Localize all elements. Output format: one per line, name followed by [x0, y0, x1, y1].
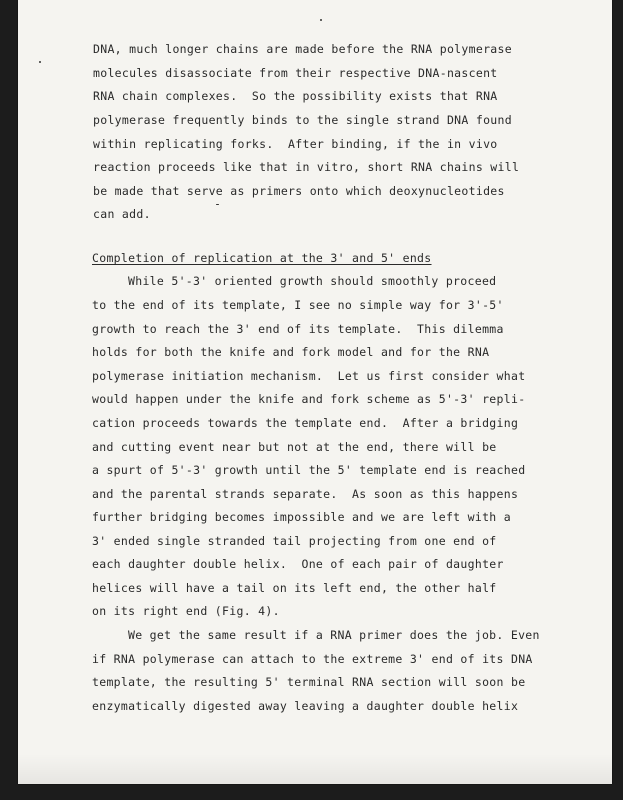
text-line: cation proceeds towards the template end. After a bridging [92, 416, 519, 430]
document-page [18, 0, 612, 784]
text-line: template, the resulting 5' terminal RNA section will soon be [92, 675, 526, 689]
section-heading: Completion of replication at the 3' and 5' ends [92, 251, 432, 265]
text-line: holds for both the knife and fork model and for the RNA [92, 345, 490, 359]
text-line: helices will have a tail on its left end, the other half [92, 581, 497, 595]
scan-speck [320, 19, 322, 21]
text-line: and cutting event near but not at the end, there will be [92, 440, 497, 454]
text-line: would happen under the knife and fork scheme as 5'-3' repli- [92, 392, 526, 406]
text-line: molecules disassociate from their respective DNA-nascent [93, 66, 498, 80]
text-line: on its right end (Fig. 4). [92, 604, 280, 618]
text-line: can add. [93, 207, 151, 221]
scan-speck [216, 204, 219, 205]
text-line: and the parental strands separate. As soon as this happens [92, 487, 519, 501]
scan-speck [39, 61, 41, 63]
text-line: within replicating forks. After binding, if the in vivo [93, 137, 498, 151]
text-line: reaction proceeds like that in vitro, short RNA chains will [93, 160, 520, 174]
text-line: polymerase initiation mechanism. Let us first consider what [92, 369, 526, 383]
text-line: polymerase frequently binds to the single strand DNA found [93, 113, 512, 127]
text-line: DNA, much longer chains are made before the RNA polymerase [93, 42, 512, 56]
text-line: be made that serve as primers onto which deoxynucleotides [93, 184, 505, 198]
text-line: 3' ended single stranded tail projecting from one end of [92, 534, 497, 548]
text-line: growth to reach the 3' end of its template. This dilemma [92, 322, 504, 336]
text-line: to the end of its template, I see no simple way for 3'-5' [92, 298, 504, 312]
text-line: While 5'-3' oriented growth should smoothly proceed [128, 274, 497, 288]
text-line: further bridging becomes impossible and we are left with a [92, 510, 511, 524]
text-line: We get the same result if a RNA primer does the job. Even [128, 628, 540, 642]
text-line: a spurt of 5'-3' growth until the 5' template end is reached [92, 463, 526, 477]
text-line: RNA chain complexes. So the possibility exists that RNA [93, 89, 498, 103]
text-line: enzymatically digested away leaving a daughter double helix [92, 699, 519, 713]
text-line: if RNA polymerase can attach to the extreme 3' end of its DNA [92, 652, 533, 666]
text-line: each daughter double helix. One of each pair of daughter [92, 557, 504, 571]
